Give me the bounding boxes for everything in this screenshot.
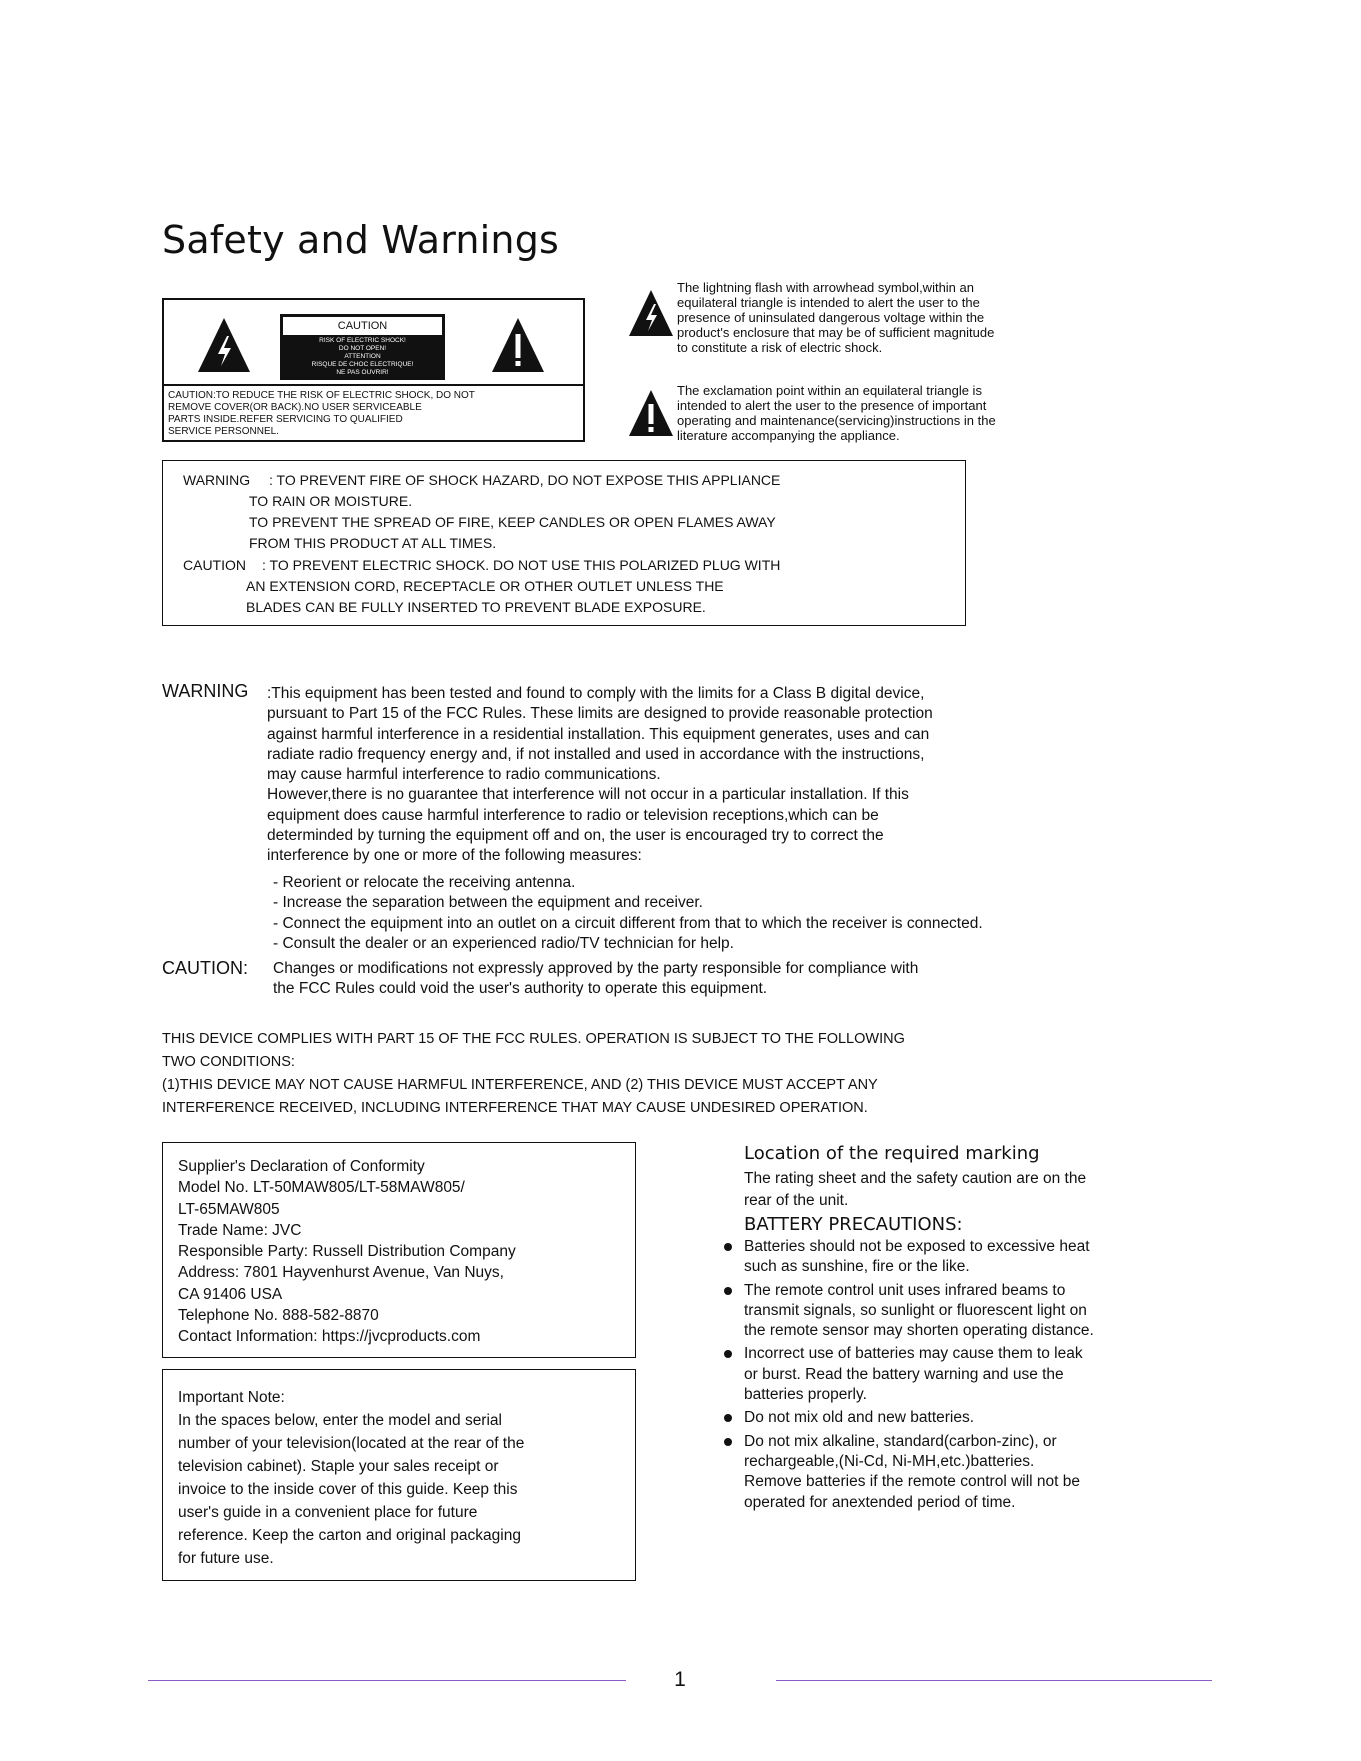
caution-label-box (162, 298, 585, 442)
page-title: Safety and Warnings (162, 218, 560, 262)
fcc-warning-label: WARNING (162, 681, 249, 701)
fcc-measures-list: - Reorient or relocate the receiving antenna. - Increase the separation between the equipment and receiver. - Connect the equipment into an outlet on a circuit different from that to which the receiver is connected. - Consult the dealer or an experienced radio/TV technician for help. (273, 874, 983, 952)
bullet-icon (724, 1414, 732, 1422)
list-item: Do not mix alkaline, standard(carbon-zinc), or rechargeable,(Ni-Cd, Ni-MH,etc.)batteries. Remove batteries if the remote control will not be operated for anextended period of time. (744, 1432, 1144, 1513)
warning-line: TO PREVENT THE SPREAD OF FIRE, KEEP CANDLES OR OPEN FLAMES AWAY (249, 514, 776, 530)
battery-precautions-list (744, 1237, 1144, 1513)
list-item: Do not mix old and new batteries. (744, 1408, 1144, 1428)
caution-label-heading: CAUTION (283, 317, 442, 335)
lightning-symbol-note: The lightning flash with arrowhead symbol,within an equilateral triangle is intended to alert the user to the presence of uninsulated dangerous voltage within the product's enclosure that may be of sufficient magnitude to constitute a risk of electric shock. (677, 280, 995, 355)
lightning-symbol-icon (627, 288, 675, 338)
caution-line: BLADES CAN BE FULLY INSERTED TO PREVENT BLADE EXPOSURE. (246, 599, 706, 615)
important-note-box: Important Note: In the spaces below, enter the model and serial number of your television(located at the rear of the television cabinet). Staple your sales receipt or invoice to the inside cover of this guide. Keep this user's guide in a convenient place for future reference. Keep the carton and original packaging for future use. (162, 1369, 636, 1581)
warning-line: : TO PREVENT FIRE OF SHOCK HAZARD, DO NOT EXPOSE THIS APPLIANCE (269, 472, 781, 488)
exclamation-symbol-icon (627, 388, 675, 438)
warning-label: WARNING (183, 472, 251, 488)
warning-line: TO RAIN OR MOISTURE. (249, 493, 413, 509)
caution-line: AN EXTENSION CORD, RECEPTACLE OR OTHER OUTLET UNLESS THE (246, 578, 724, 594)
page-number: 1 (674, 1668, 686, 1691)
fcc-caution-label: CAUTION: (162, 958, 249, 978)
caution-label-divider (164, 384, 583, 386)
fcc-caution-text: Changes or modifications not expressly approved by the party responsible for compliance with the FCC Rules could void the user's authority to operate this equipment. (273, 960, 919, 998)
list-item: The remote control unit uses infrared beams to transmit signals, so sunlight or fluorescent light on the remote sensor may shorten operating distance. (744, 1281, 1144, 1342)
caution-label: CAUTION (183, 557, 246, 573)
list-item: Batteries should not be exposed to excessive heat such as sunshine, fire or the like. (744, 1237, 1144, 1278)
fcc-compliance-statement: THIS DEVICE COMPLIES WITH PART 15 OF THE FCC RULES. OPERATION IS SUBJECT TO THE FOLLOWING TWO CONDITIONS: (1)THIS DEVICE MAY NOT CAUSE HARMFUL INTERFERENCE, AND (2) THIS DEVICE MUST ACCEPT ANY INTERFERENCE RECEIVED, INCLUDING INTERFERENCE THAT MAY CAUSE UNDESIRED OPERATION. (162, 1031, 905, 1116)
caution-label-panel (280, 314, 445, 380)
marking-section (744, 1143, 1144, 1516)
bullet-icon (724, 1243, 732, 1251)
footer-rule-right (776, 1680, 1212, 1681)
footer-rule-left (148, 1680, 626, 1681)
exclamation-warning-icon (490, 316, 546, 374)
caution-label-text: RISK OF ELECTRIC SHOCK! DO NOT OPEN! ATTENTION RISQUE DE CHOC ELECTRIQUE! NE PAS OUVRIR! (311, 337, 414, 376)
lightning-warning-icon (196, 316, 252, 374)
bullet-icon (724, 1287, 732, 1295)
bullet-icon (724, 1438, 732, 1446)
fcc-warning-text: :This equipment has been tested and found to comply with the limits for a Class B digital device, pursuant to Part 15 of the FCC Rules. These limits are designed to provide reasonable protection against harmful interference in a residential installation. This equipment generates, uses and can radiate radio frequency energy and, if not installed and used in accordance with the instructions, may cause harmful interference to radio communications. However,there is no guarantee that interference will not occur in a particular installation. If this equipment does cause harmful interference to radio or television receptions,which can be determinded by turning the equipment off and on, the user is encouraged try to correct the interference by one or more of the following measures: (267, 685, 933, 865)
declaration-of-conformity-box: Supplier's Declaration of Conformity Model No. LT-50MAW805/LT-58MAW805/ LT-65MAW805 Trade Name: JVC Responsible Party: Russell Distribution Company Address: 7801 Hayvenhurst Avenue, Van Nuys, CA 91406 USA Telephone No. 888-582-8870 Contact Information: https://jvcproducts.com (162, 1142, 636, 1358)
warning-box (162, 460, 966, 626)
marking-text: The rating sheet and the safety caution are on the rear of the unit. (744, 1170, 1087, 1209)
list-item: Incorrect use of batteries may cause them to leak or burst. Read the battery warning and use the batteries properly. (744, 1344, 1144, 1405)
marking-heading: Location of the required marking (744, 1143, 1040, 1164)
warning-line: FROM THIS PRODUCT AT ALL TIMES. (249, 535, 497, 551)
caution-line: : TO PREVENT ELECTRIC SHOCK. DO NOT USE THIS POLARIZED PLUG WITH (262, 557, 781, 573)
bullet-icon (724, 1350, 732, 1358)
caution-label-bottom-text: CAUTION:TO REDUCE THE RISK OF ELECTRIC SHOCK, DO NOT REMOVE COVER(OR BACK).NO USER SERVICEABLE PARTS INSIDE.REFER SERVICING TO QUALIFIED SERVICE PERSONNEL. (168, 390, 475, 437)
battery-heading: BATTERY PRECAUTIONS: (744, 1214, 963, 1235)
exclamation-symbol-note: The exclamation point within an equilateral triangle is intended to alert the user to the presence of important operating and maintenance(servicing)instructions in the literature accompanying the appliance. (677, 383, 996, 443)
